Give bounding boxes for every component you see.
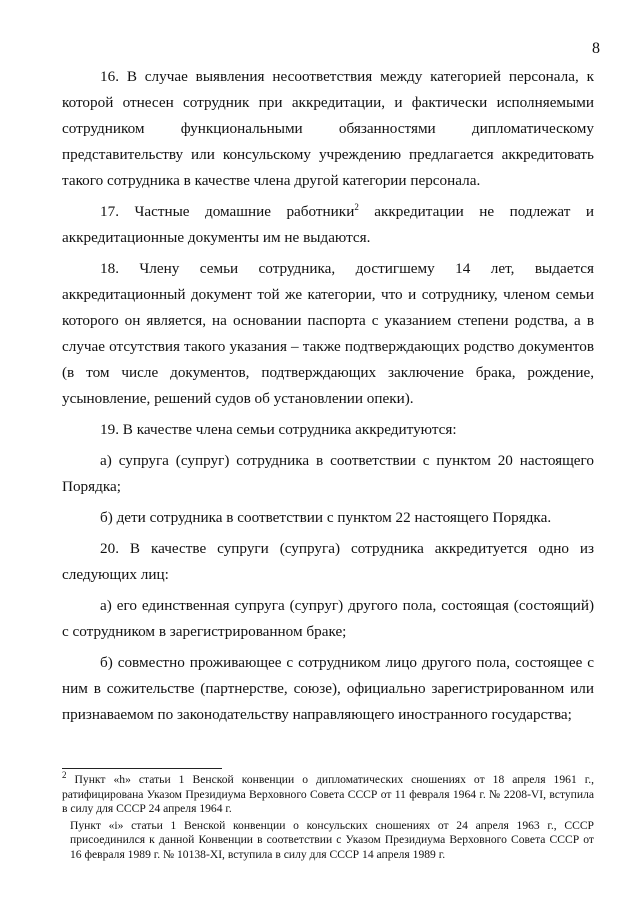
paragraph-16: 16. В случае выявления несоответствия между категорией персонала, к которой отнесен сотрудник при аккредитации, и фактически исполняемыми сотрудником функциональными обязанностями дипломатическому представительству или консульскому учреждению предлагается аккредитовать такого сотрудника в качестве члена другой категории персонала. <box>62 68 594 189</box>
footnote-2 <box>62 770 595 817</box>
paragraph-20-b: б) совместно проживающее с сотрудником лицо другого пола, состоящее с ним в сожительстве (партнерстве, союзе), официально зарегистрированном или признаваемом по законодательству направляющего иностранного государства; <box>62 654 594 723</box>
paragraph-17-end: аккредитации не подлежат и аккредитационные документы им не выдаются. <box>62 203 594 246</box>
paragraph-19-a: а) супруга (супруг) сотрудника в соответствии с пунктом 20 настоящего Порядка; <box>62 452 594 495</box>
document-body <box>62 64 594 733</box>
footnote-2-text: Пункт «h» статьи 1 Венской конвенции о дипломатических сношениях от 18 апреля 1961 г., ратифицирована Указом Президиума Верховного Совета СССР от 11 февраля 1964 г. № 2208-VI, вступила в силу для СССР 24 апреля 1964 г. <box>62 773 595 815</box>
footnote-ref-2: 2 <box>354 201 359 212</box>
paragraph-20: 20. В качестве супруги (супруга) сотрудника аккредитуется одно из следующих лиц: <box>62 540 594 583</box>
paragraph-17 <box>62 199 594 251</box>
footnotes <box>62 770 595 862</box>
paragraph-19: 19. В качестве члена семьи сотрудника аккредитуются: <box>100 421 457 438</box>
page-number: 8 <box>592 40 600 57</box>
paragraph-19-b: б) дети сотрудника в соответствии с пунктом 22 настоящего Порядка. <box>100 509 552 526</box>
footnote-marker: 2 <box>62 770 67 781</box>
paragraph-17-start: 17. Частные домашние работники <box>100 203 355 220</box>
paragraph-18: 18. Члену семьи сотрудника, достигшему 14 лет, выдается аккредитационный документ той же категории, что и сотруднику, членом семьи которого он является, на основании паспорта с указанием степени родства, а в случае отсутствия такого указания – также подтверждающих родство документов (в том числе документов, подтверждающих заключение брака, рождение, усыновление, решений судов об установлении опеки). <box>62 260 594 407</box>
footnote-2-continued: Пункт «i» статьи 1 Венской конвенции о консульских сношениях от 24 апреля 1963 г., СССР присоединился к данной Конвенции в соответствии с Указом Президиума Верховного Совета СССР от 16 февраля 1989 г. № 10138-XI, вступила в силу для СССР 14 апреля 1989 г. <box>70 818 594 861</box>
footnote-divider <box>62 768 222 769</box>
paragraph-20-a: а) его единственная супруга (супруг) другого пола, состоящая (состоящий) с сотрудником в зарегистрированном браке; <box>62 597 594 640</box>
